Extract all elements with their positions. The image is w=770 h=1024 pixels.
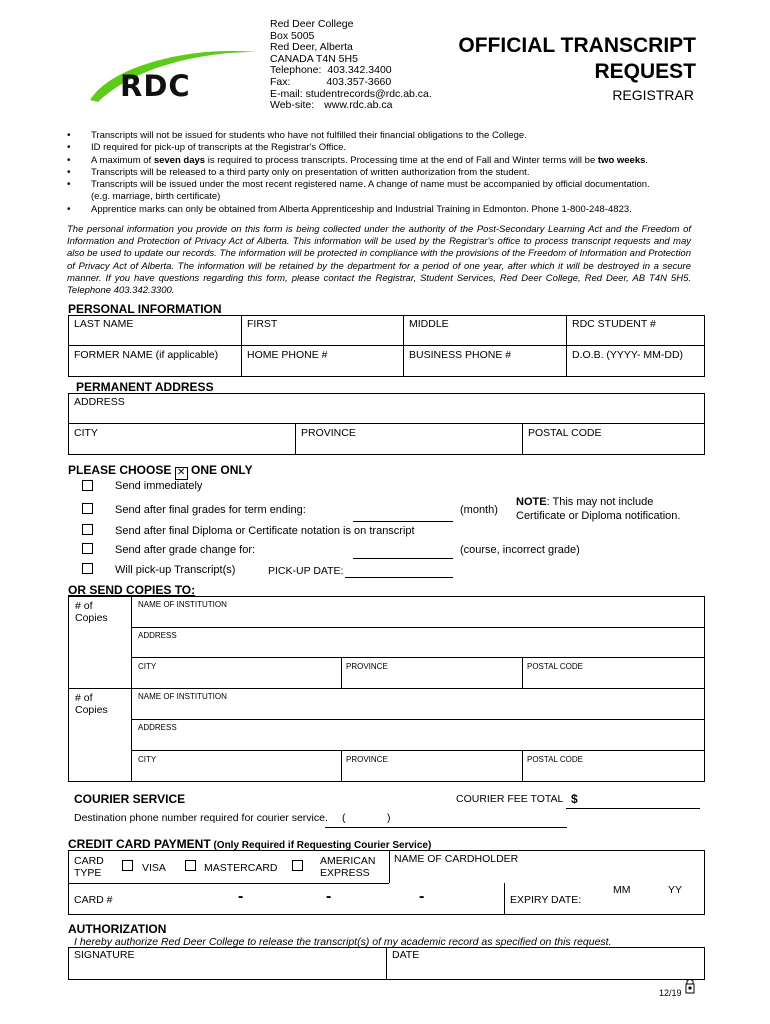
department-label: REGISTRAR	[612, 87, 694, 103]
card-dash: -	[238, 888, 244, 905]
rule-item: • Transcripts will not be issued for students who have not fulfilled their financial obligations to the College.	[67, 130, 707, 142]
term-ending-input[interactable]	[353, 521, 453, 522]
province-field[interactable]: PROVINCE	[301, 427, 356, 439]
recycle-icon	[683, 978, 697, 994]
destination-phone-input[interactable]	[325, 827, 567, 828]
rule-item: • ID required for pick-up of transcripts at the Registrar's Office.	[67, 142, 707, 154]
institution-city-field[interactable]: CITY	[138, 755, 157, 764]
num-copies-field[interactable]: # of Copies	[75, 600, 108, 624]
email-line: E-mail: studentrecords@rdc.ab.ca.	[270, 87, 432, 100]
pickup-label: Will pick-up Transcript(s)	[115, 564, 236, 576]
courier-fee-label: COURIER FEE TOTAL	[456, 793, 564, 805]
note-text: NOTE: This may not include Certificate or Diploma notification.	[516, 496, 681, 522]
student-number-field[interactable]: RDC STUDENT #	[572, 318, 656, 330]
grade-change-checkbox[interactable]	[82, 543, 93, 554]
institution-address-field[interactable]: ADDRESS	[138, 631, 177, 640]
send-after-diploma-checkbox[interactable]	[82, 524, 93, 535]
phone-paren-open: (	[342, 812, 346, 824]
address-field[interactable]: ADDRESS	[74, 396, 125, 408]
logo-text: RDC	[120, 69, 191, 103]
address-line: Box 5005	[270, 29, 315, 42]
send-immediately-checkbox[interactable]	[82, 480, 93, 491]
destination-phone-label: Destination phone number required for courier service.	[74, 812, 328, 824]
institution-postal-field[interactable]: POSTAL CODE	[527, 662, 584, 671]
grade-change-input[interactable]	[353, 558, 453, 559]
institution-province-field[interactable]: PROVINCE	[346, 755, 388, 764]
authorization-statement: I hereby authorize Red Deer College to release the transcript(s) of my academic record as specified on this request.	[74, 936, 612, 948]
privacy-notice: The personal information you provide on this form is being collected under the authority of the Post-Secondary Learning Act and the Freedom of Information and Protection of Privacy Act of Alberta. This information will be used by the Registrar's office to process transcript requests and may also be used to update our records. The information will be protected in compliance with the provisions of the Freedom of Information and Protection of Privacy Act of Alberta. The information will be retained by the department for a period of one year, after which it will be destroyed in a secure manner. If you have questions regarding this form, please contact the Registrar, Student Services, Red Deer College, Red Deer, AB T4N 5H5. Telephone 403.342.3300.	[67, 224, 691, 297]
former-name-field[interactable]: FORMER NAME (if applicable)	[74, 349, 219, 361]
amex-label: AMERICAN EXPRESS	[320, 855, 376, 879]
home-phone-field[interactable]: HOME PHONE #	[247, 349, 328, 361]
card-dash: -	[326, 888, 332, 905]
institution-province-field[interactable]: PROVINCE	[346, 662, 388, 671]
rule-item: • A maximum of seven days is required to process transcripts. Processing time at the end of Fall and Winter terms will be two weeks.	[67, 155, 707, 167]
card-dash: -	[419, 888, 425, 905]
last-name-field[interactable]: LAST NAME	[74, 318, 134, 330]
pickup-checkbox[interactable]	[82, 563, 93, 574]
date-field[interactable]: DATE	[392, 949, 420, 961]
visa-label: VISA	[142, 862, 166, 874]
expiry-month-field[interactable]: MM	[613, 884, 631, 896]
card-number-field[interactable]: CARD #	[74, 894, 113, 906]
send-immediately-label: Send immediately	[115, 480, 203, 492]
send-after-grades-label: Send after final grades for term ending:	[115, 504, 306, 516]
fax-line: Fax: 403.357-3660	[270, 75, 392, 88]
courier-fee-input[interactable]	[566, 808, 700, 809]
address-line: Red Deer College	[270, 18, 354, 30]
grade-change-suffix: (course, incorrect grade)	[460, 544, 580, 556]
phone-paren-close: )	[387, 812, 391, 824]
city-field[interactable]: CITY	[74, 427, 98, 439]
month-label: (month)	[460, 504, 498, 516]
card-type-label: CARD TYPE	[74, 855, 104, 879]
expiry-year-field[interactable]: YY	[668, 884, 683, 896]
institution-name-field[interactable]: NAME OF INSTITUTION	[138, 600, 227, 609]
expiry-date-label: EXPIRY DATE:	[510, 894, 582, 906]
college-address	[270, 19, 432, 112]
credit-card-heading: CREDIT CARD PAYMENT (Only Required if Requesting Courier Service)	[68, 837, 432, 851]
currency-sign: $	[571, 792, 578, 806]
rdc-logo	[88, 38, 258, 108]
form-version: 12/19	[659, 988, 682, 998]
rule-item: • Transcripts will be issued under the most recent registered name. A change of name must be accompanied by official documentation. (e.g. marriage, birth certificate)	[67, 179, 707, 204]
business-phone-field[interactable]: BUSINESS PHONE #	[409, 349, 512, 361]
institution-address-field[interactable]: ADDRESS	[138, 723, 177, 732]
send-after-diploma-label: Send after final Diploma or Certificate notation is on transcript	[115, 525, 415, 537]
address-table	[68, 393, 705, 455]
address-line: CANADA T4N 5H5	[270, 52, 358, 65]
mastercard-label: MASTERCARD	[204, 862, 278, 874]
middle-name-field[interactable]: MIDDLE	[409, 318, 449, 330]
send-copies-heading: OR SEND COPIES TO:	[68, 583, 196, 597]
please-choose-heading: PLEASE CHOOSE ✕ ONE ONLY	[68, 463, 253, 478]
website-line: Web-site: www.rdc.ab.ca	[270, 99, 393, 112]
send-after-grades-checkbox[interactable]	[82, 503, 93, 514]
rule-item: • Transcripts will be released to a third party only on presentation of written authorization from the student.	[67, 167, 707, 179]
pickup-date-input[interactable]	[345, 577, 453, 578]
first-name-field[interactable]: FIRST	[247, 318, 278, 330]
form-title: OFFICIAL TRANSCRIPT REQUEST	[458, 34, 696, 83]
cardholder-name-field[interactable]: NAME OF CARDHOLDER	[394, 853, 519, 865]
courier-heading: COURIER SERVICE	[74, 792, 186, 806]
signature-field[interactable]: SIGNATURE	[74, 949, 135, 961]
postal-code-field[interactable]: POSTAL CODE	[528, 427, 602, 439]
institution-name-field[interactable]: NAME OF INSTITUTION	[138, 692, 227, 701]
personal-info-heading: PERSONAL INFORMATION	[68, 302, 222, 316]
checked-box-icon: ✕	[175, 467, 188, 480]
visa-checkbox[interactable]	[122, 860, 133, 871]
institution-postal-field[interactable]: POSTAL CODE	[527, 755, 584, 764]
telephone-line: Telephone: 403.342.3400	[270, 64, 392, 77]
authorization-heading: AUTHORIZATION	[68, 922, 167, 936]
amex-checkbox[interactable]	[292, 860, 303, 871]
rules-list	[67, 130, 707, 216]
mastercard-checkbox[interactable]	[185, 860, 196, 871]
pickup-date-label: PICK-UP DATE:	[268, 565, 344, 577]
num-copies-field[interactable]: # of Copies	[75, 692, 108, 716]
grade-change-label: Send after grade change for:	[115, 544, 256, 556]
rule-item: • Apprentice marks can only be obtained from Alberta Apprenticeship and Industrial Training in Edmonton. Phone 1-800-248-4823.	[67, 204, 707, 216]
institution-city-field[interactable]: CITY	[138, 662, 157, 671]
permanent-address-heading: PERMANENT ADDRESS	[76, 380, 214, 394]
dob-field[interactable]: D.O.B. (YYYY- MM-DD)	[572, 349, 684, 361]
address-line: Red Deer, Alberta	[270, 41, 353, 54]
